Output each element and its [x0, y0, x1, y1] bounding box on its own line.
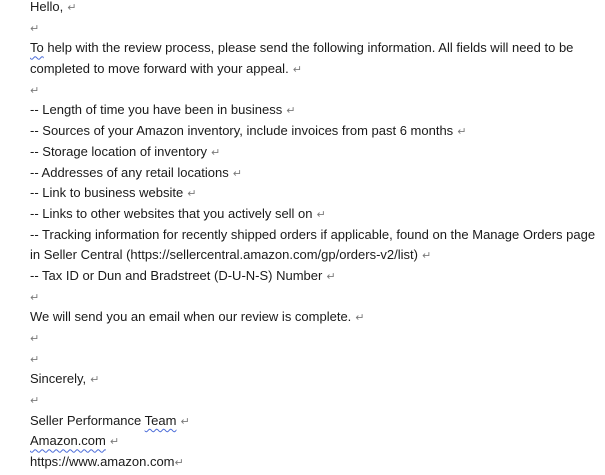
- blank-line: [30, 328, 590, 349]
- paragraph-mark-icon: ↵: [292, 64, 302, 77]
- list-item-continuation: [30, 245, 590, 266]
- paragraph-mark-icon: ↵: [30, 291, 40, 304]
- signature-url-text: https://www.amazon.com: [30, 454, 175, 470]
- signature-company-text: Amazon.com: [30, 433, 106, 449]
- paragraph-mark-icon: ↵: [174, 457, 184, 470]
- list-item-text: -- Link to business website: [30, 185, 184, 201]
- paragraph-mark-icon: ↵: [67, 2, 77, 14]
- paragraph-mark-icon: ↵: [457, 126, 467, 139]
- list-item: [30, 266, 590, 287]
- paragraph-mark-icon: ↵: [187, 188, 197, 201]
- greeting-text: Hello,: [30, 0, 64, 14]
- spellcheck-word: Team: [144, 412, 177, 428]
- list-item-text: in Seller Central (https://sellercentral.amazon.com/gp/orders-v2/list): [30, 247, 418, 263]
- paragraph-mark-icon: ↵: [30, 353, 40, 366]
- blank-line: [30, 390, 590, 411]
- list-item: [30, 121, 590, 142]
- blank-line: [30, 18, 590, 39]
- paragraph-mark-icon: ↵: [211, 146, 221, 159]
- signature-url-line: [30, 452, 590, 473]
- list-item-text: -- Tracking information for recently shipped orders if applicable, found on the Manage Orders page: [30, 226, 596, 242]
- paragraph-mark-icon: ↵: [90, 374, 100, 387]
- signature-company-line: [30, 431, 590, 452]
- blank-line: [30, 287, 590, 308]
- list-item: [30, 204, 590, 225]
- list-item-text: -- Addresses of any retail locations: [30, 164, 229, 180]
- signature-team-text: Seller Performance: [30, 412, 145, 428]
- blank-line: [30, 80, 590, 101]
- closing-line: [30, 369, 590, 390]
- list-item-text: -- Storage location of inventory: [30, 143, 208, 159]
- list-item-text: -- Sources of your Amazon inventory, include invoices from past 6 months: [30, 123, 454, 139]
- signature-team-line: [30, 411, 590, 432]
- paragraph-mark-icon: ↵: [30, 333, 40, 345]
- intro-text-2: completed to move forward with your appeal.: [30, 61, 289, 77]
- paragraph-mark-icon: ↵: [30, 84, 40, 97]
- intro-line-1: [30, 38, 590, 59]
- paragraph-mark-icon: ↵: [421, 250, 432, 263]
- paragraph-mark-icon: ↵: [326, 270, 336, 283]
- blank-line: [30, 349, 590, 370]
- email-note-line: [30, 307, 590, 328]
- paragraph-mark-icon: ↵: [109, 436, 120, 449]
- spellcheck-word: To: [30, 40, 44, 56]
- list-item-text: -- Links to other websites that you actively sell on: [30, 205, 313, 221]
- closing-text: Sincerely,: [30, 371, 87, 387]
- list-item-text: -- Tax ID or Dun and Bradstreet (D-U-N-S) Number: [30, 267, 323, 283]
- greeting-line: [30, 0, 590, 18]
- paragraph-mark-icon: ↵: [286, 105, 296, 118]
- list-item: [30, 163, 590, 184]
- paragraph-mark-icon: ↵: [180, 415, 190, 428]
- list-item: [30, 100, 590, 121]
- intro-text-1: help with the review process, please send the following information. All fields will need to be: [43, 40, 574, 56]
- paragraph-mark-icon: ↵: [355, 312, 365, 325]
- paragraph-mark-icon: ↵: [316, 208, 326, 221]
- list-item: [30, 142, 590, 163]
- list-item: [30, 183, 590, 204]
- paragraph-mark-icon: ↵: [232, 167, 242, 180]
- intro-line-2: [30, 59, 590, 80]
- list-item-text: -- Length of time you have been in business: [30, 102, 283, 118]
- list-item: [30, 225, 596, 246]
- email-note-text: We will send you an email when our review is complete.: [30, 309, 352, 325]
- paragraph-mark-icon: ↵: [30, 22, 40, 35]
- letter-body: [30, 0, 596, 473]
- paragraph-mark-icon: ↵: [30, 395, 40, 408]
